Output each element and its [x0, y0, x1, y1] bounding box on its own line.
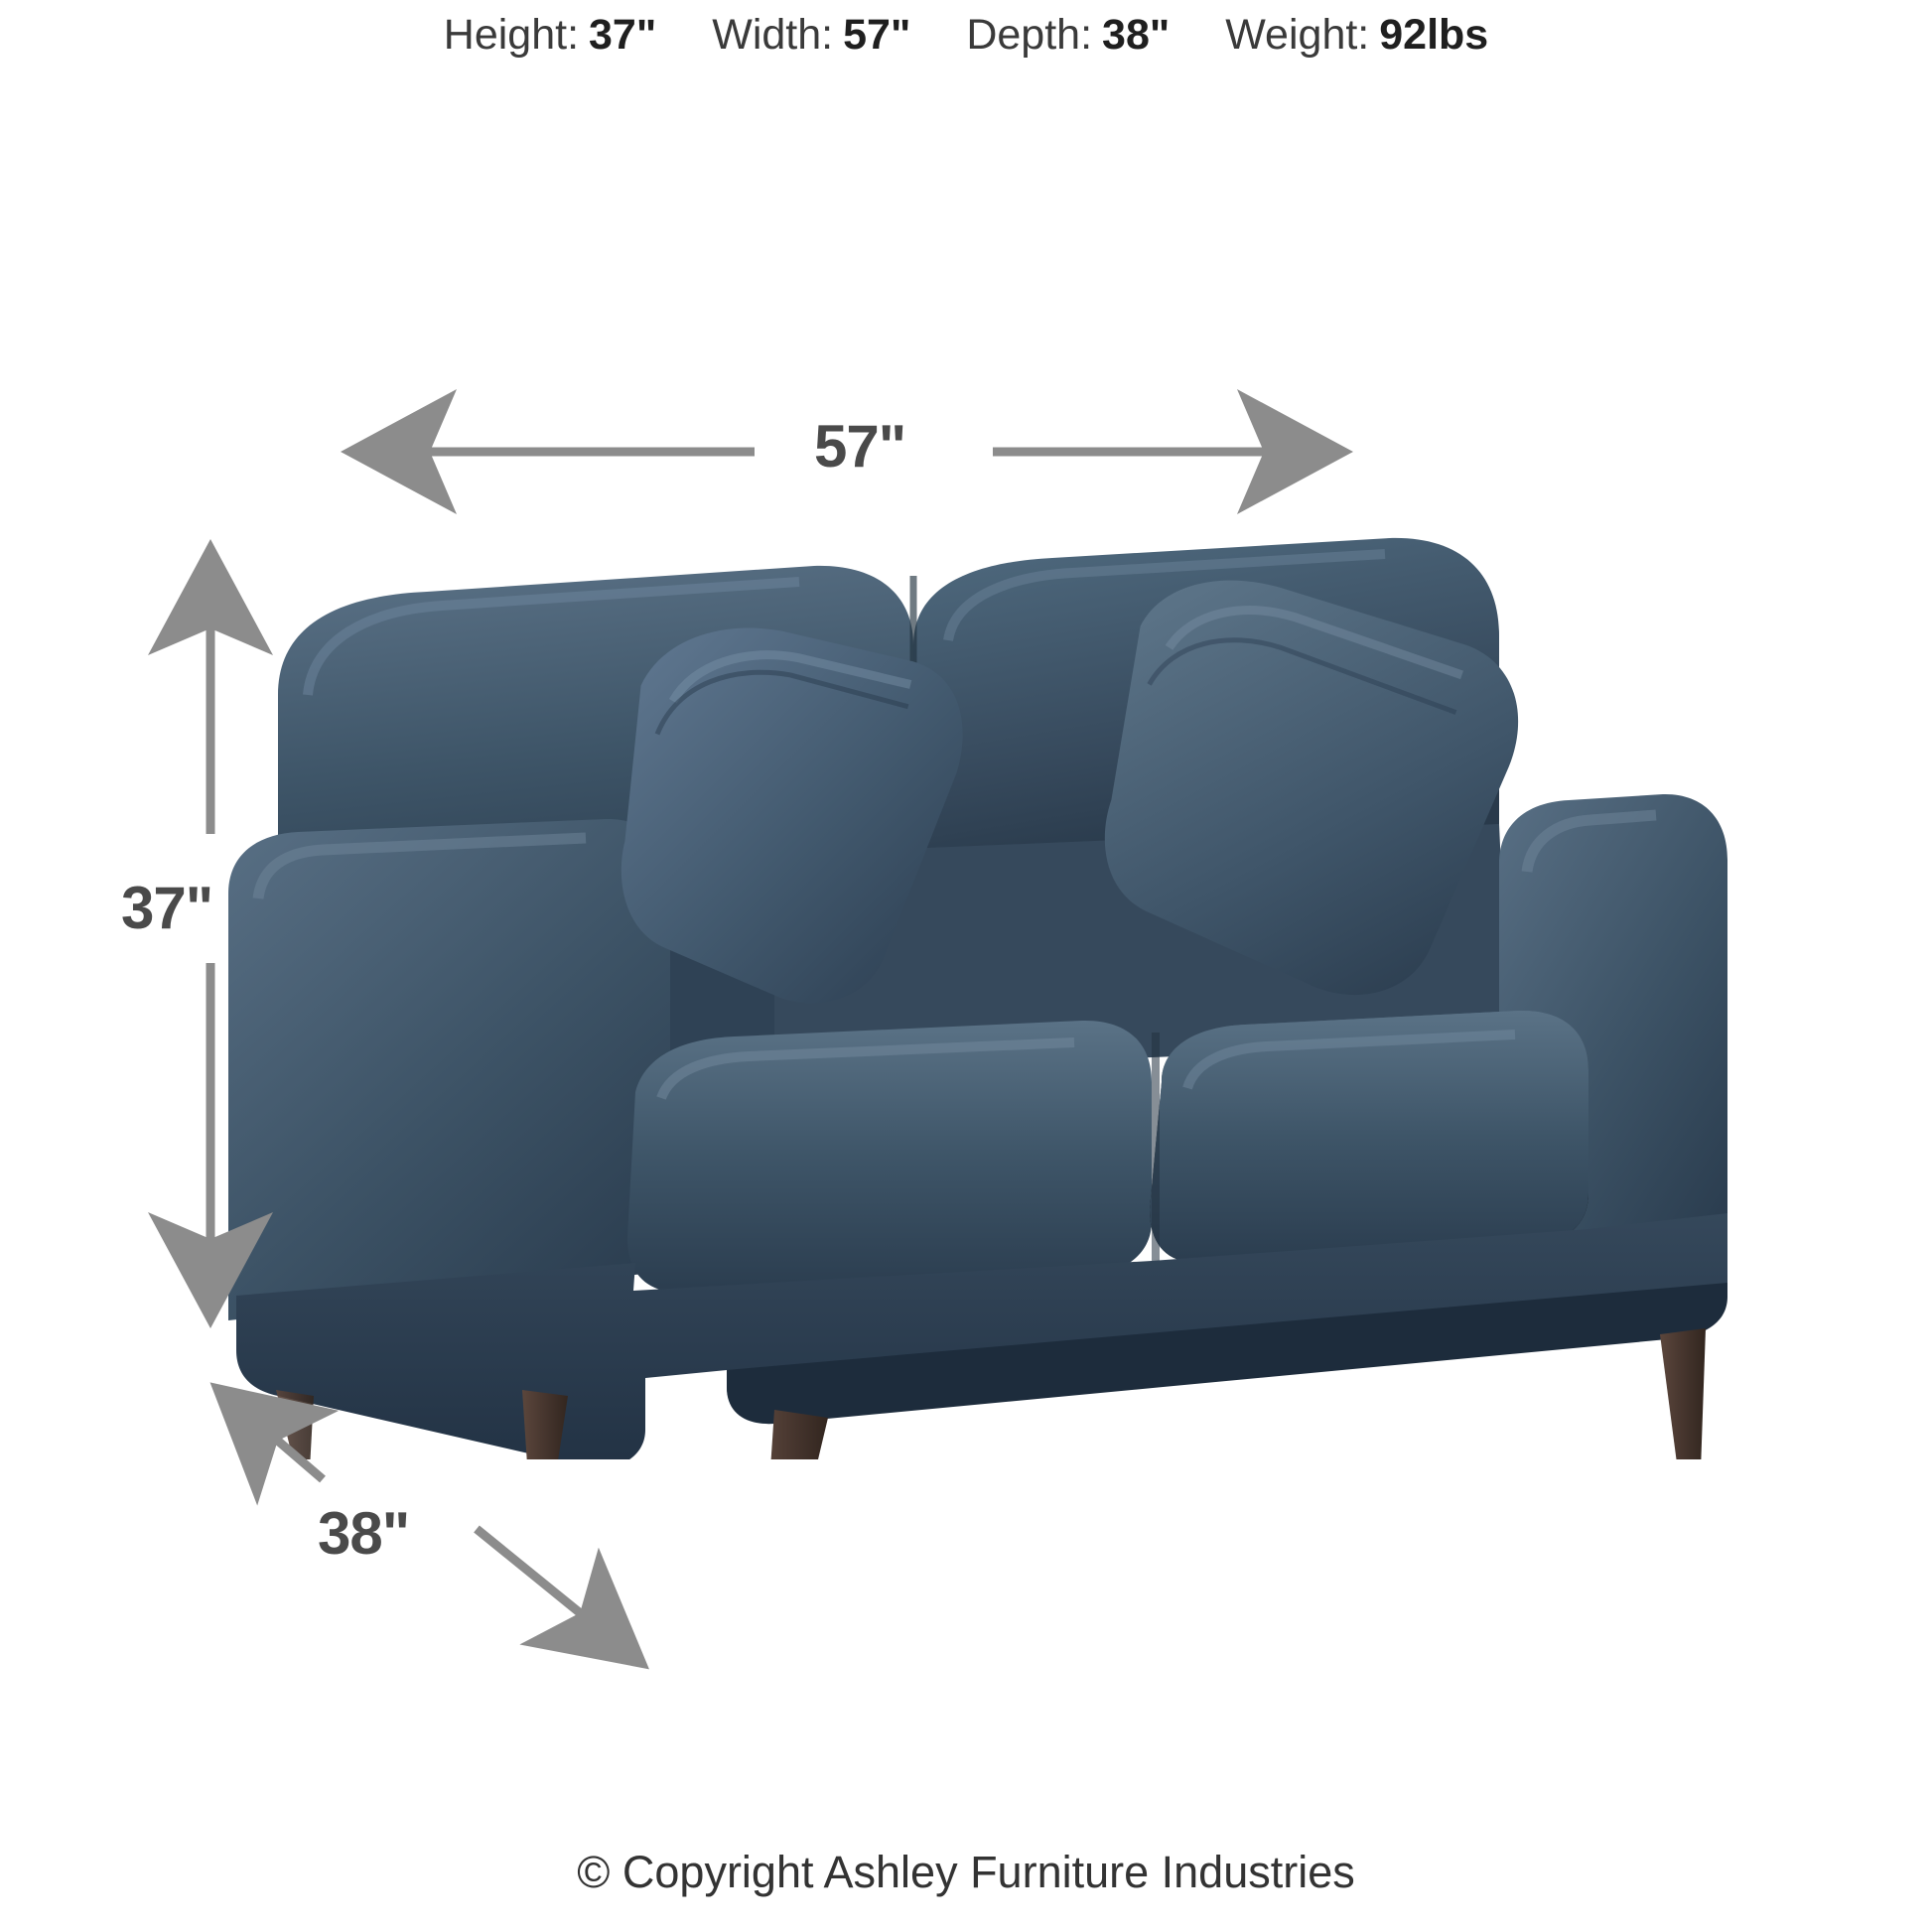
width-dimension-label: 57"	[814, 413, 906, 480]
product-dimension-diagram	[0, 69, 1932, 1847]
spec-width-value: 57"	[843, 10, 911, 59]
spec-height-label: Height:	[443, 10, 580, 59]
spec-depth-label: Depth:	[966, 10, 1093, 59]
depth-dimension-label: 38"	[318, 1500, 410, 1567]
spec-depth	[966, 11, 1170, 60]
depth-arrow-lower	[477, 1529, 635, 1658]
loveseat-svg	[218, 397, 1827, 1459]
specifications-bar	[0, 0, 1932, 69]
spec-height-value: 37"	[589, 10, 657, 59]
seat-cushion-right	[1150, 1011, 1588, 1263]
loveseat-illustration	[218, 397, 1827, 1459]
height-dimension-label: 37"	[121, 875, 213, 941]
spec-depth-value: 38"	[1102, 10, 1171, 59]
leg-back-right	[1660, 1328, 1706, 1459]
copyright-footer: © Copyright Ashley Furniture Industries	[577, 1847, 1355, 1897]
spec-weight-value: 92lbs	[1379, 10, 1489, 59]
arm-left	[228, 819, 670, 1320]
leg-back-left	[276, 1390, 314, 1459]
spec-width-label: Width:	[712, 10, 834, 59]
spec-weight-label: Weight:	[1225, 10, 1370, 59]
spec-weight	[1225, 11, 1488, 60]
spec-height	[444, 11, 656, 60]
spec-width	[712, 11, 910, 60]
